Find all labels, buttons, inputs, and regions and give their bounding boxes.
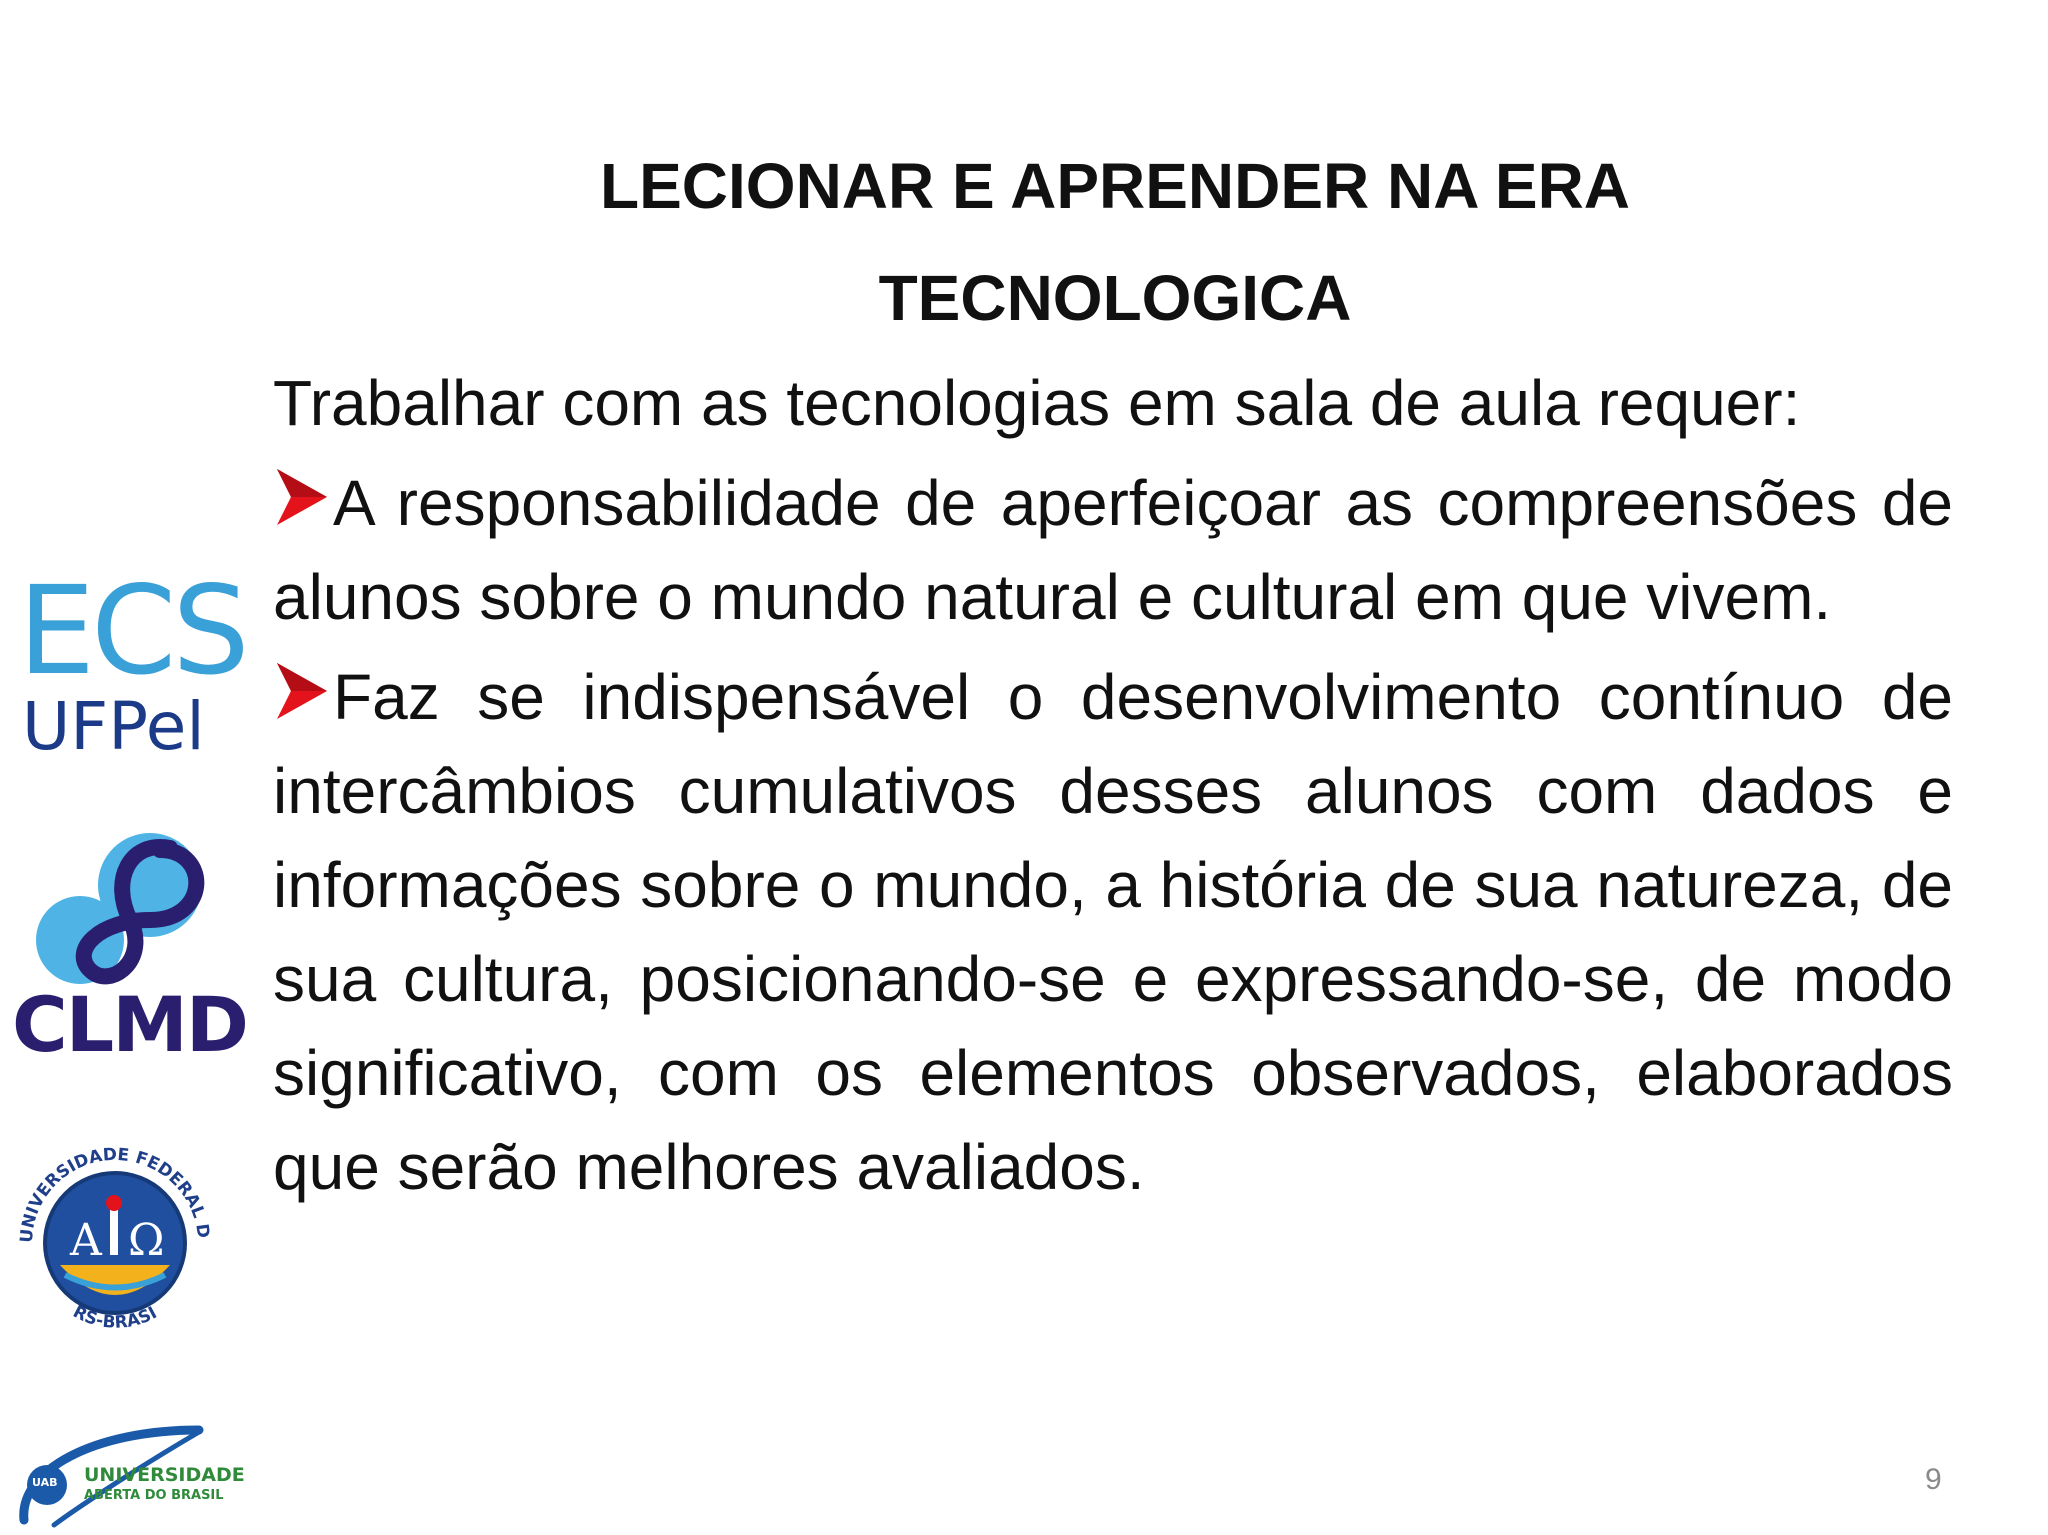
arrow-bullet-icon xyxy=(273,661,331,721)
bullet-item-2 xyxy=(273,650,1953,1214)
uab-line-2: ABERTA DO BRASIL xyxy=(84,1488,224,1503)
seal-bottom-text: RS-BRASI xyxy=(69,1301,161,1333)
slide-title xyxy=(440,130,1790,354)
svg-text:A: A xyxy=(70,1215,102,1266)
title-line-2: TECNOLOGICA xyxy=(878,262,1352,334)
title-line-1: LECIONAR E APRENDER NA ERA xyxy=(600,150,1630,222)
arrow-bullet-icon xyxy=(273,467,331,527)
uab-line-1: UNIVERSIDADE xyxy=(84,1464,245,1486)
clmd-logo xyxy=(10,830,247,1069)
clmd-infinity-icon xyxy=(10,830,240,990)
bullet-text-1: A responsabilidade de aperfeiçoar as compreensões de alunos sobre o mundo natural e cultural em que vivem. xyxy=(273,467,1953,633)
bullet-text-2: Faz se indispensável o desenvolvimento contínuo de intercâmbios cumulativos desses alunos com dados e informações sobre o mundo, a história de sua natureza, de sua cultura, posicionando-se e expressando-se, de modo significativo, com os elementos observados, elaborados que serão melhores avaliados. xyxy=(273,661,1953,1203)
ecs-ufpel-logo xyxy=(18,560,246,770)
seal-top-text: UNIVERSIDADE FEDERAL D xyxy=(16,1144,214,1244)
bullet-item-1 xyxy=(273,456,1953,644)
ufpel-seal-logo xyxy=(10,1125,220,1340)
slide-body xyxy=(273,356,1953,1214)
logo-column xyxy=(0,560,245,1535)
clmd-logo-text: CLMD xyxy=(12,980,247,1069)
svg-text:Ω: Ω xyxy=(128,1215,165,1266)
uab-logo xyxy=(14,1410,244,1535)
university-seal-icon xyxy=(10,1125,220,1340)
page-number: 9 xyxy=(1925,1463,1942,1496)
ufpel-logo-text: UFPel xyxy=(22,688,205,765)
ecs-logo-text: ECS xyxy=(18,560,246,702)
uab-tag-text: UAB xyxy=(32,1476,58,1489)
intro-paragraph: Trabalhar com as tecnologias em sala de aula requer: xyxy=(273,367,1801,439)
